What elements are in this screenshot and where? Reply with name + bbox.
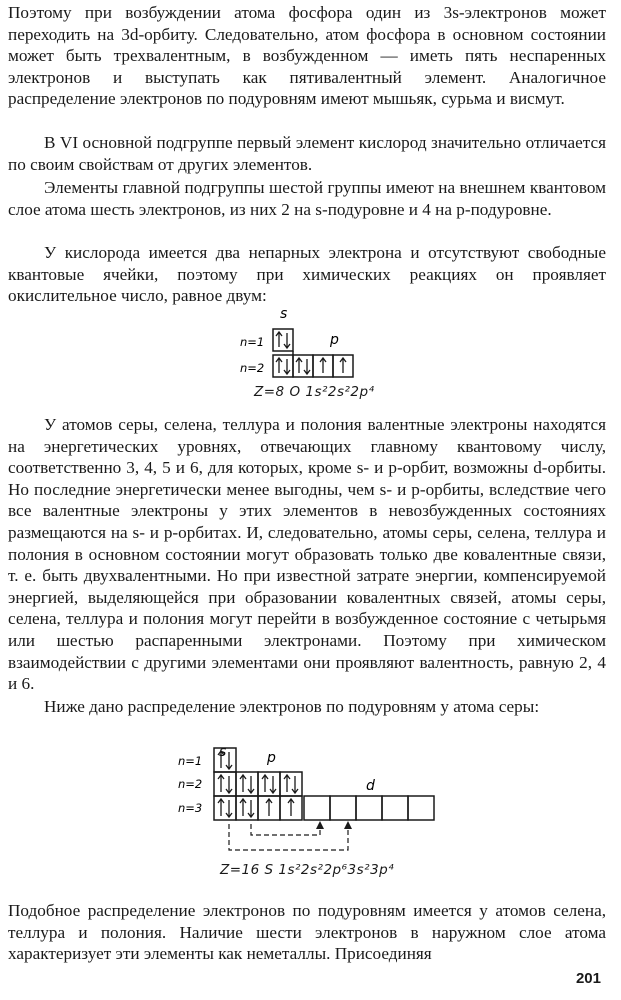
sulfur-cell-2p-1 (236, 772, 258, 796)
sulfur-p-label: p (267, 750, 276, 766)
oxygen-cell-2p-1 (293, 355, 313, 377)
paragraph-sixth-group: Элементы главной подгруппы шестой группы имеют на внешнем квантовом слое атома шесть электронов, из них 2 на s-подуровне и 4 на p-подуровне. (8, 178, 606, 219)
sulfur-n1-label: n=1 (178, 754, 203, 768)
sulfur-cell-3s (214, 796, 236, 820)
sulfur-cell-3d-1 (304, 796, 330, 820)
oxygen-s-label: s (280, 306, 288, 322)
excitation-arrowhead-inner (316, 821, 324, 829)
sulfur-cell-3d-4 (382, 796, 408, 820)
paragraph-oxygen-intro: В VI основной подгруппе первый элемент кислород значительно отличается по своим свойствам от других элементов. (8, 133, 606, 174)
excitation-paths (229, 824, 348, 850)
sulfur-configuration-caption: Z=16 S 1s²2s²2p⁶3s²3p⁴ (220, 862, 395, 878)
paragraph-selenium: Подобное распределение электронов по подуровням имеется у атомов селена, теллура и полония. Наличие шести электронов в наружном слое атома характеризует эти элементы как неметаллы. Присоединяя (8, 901, 606, 964)
oxygen-configuration-caption: Z=8 O 1s²2s²2p⁴ (254, 384, 375, 400)
sulfur-cell-3d-3 (356, 796, 382, 820)
sulfur-cell-3p-1 (236, 796, 258, 820)
paragraph-oxygen-valence: У кислорода имеется два непарных электрона и отсутствуют свободные квантовые ячейки, поэтому при химических реакциях он проявляет окислительное число, равное двум: (8, 243, 606, 306)
oxygen-cell-1s (273, 329, 293, 351)
sulfur-cell-2s (214, 772, 236, 796)
page-number: 201 (575, 970, 601, 987)
oxygen-p-label: p (330, 332, 339, 348)
excitation-arrowhead-outer (344, 821, 352, 829)
sulfur-cell-2p-3 (280, 772, 302, 796)
sulfur-cell-3d-5 (408, 796, 434, 820)
oxygen-cell-2s (273, 355, 293, 377)
sulfur-n2-label: n=2 (178, 777, 203, 791)
paragraph-phosphorus: Поэтому при возбуждении атома фосфора один из 3s-электронов может переходить на 3d-орбиту. Следовательно, атом фосфора в основном состоянии может быть трехвалентным, в возбужденном — иметь пять неспаренных электронов и выступать как пятивалентный элемент. Аналогичное распределение электронов по подуровням имеют мышьяк, сурьма и висмут. (8, 3, 606, 109)
sulfur-s-label: s (219, 744, 227, 760)
sulfur-cell-3d-2 (330, 796, 356, 820)
sulfur-cell-2p-2 (258, 772, 280, 796)
excitation-path-outer (229, 824, 348, 850)
sulfur-n3-label: n=3 (178, 801, 203, 815)
paragraph-sulfur-intro: Ниже дано распределение электронов по подуровням у атома серы: (44, 697, 540, 716)
oxygen-n2-label: n=2 (240, 361, 265, 375)
excitation-path-inner (251, 824, 320, 835)
oxygen-n1-label: n=1 (240, 335, 265, 349)
paragraph-sulfur-group: У атомов серы, селена, теллура и полония валентные электроны находятся на энергетических уровнях, отвечающих главному квантовому числу, соответственно 3, 4, 5 и 6, для которых, кроме s- и p-орбит, возможны d-орбиты. Но последние энергетически менее выгодны, чем s- и p-орбиты, вследствие чего все валентные электроны у этих элементов в невозбужденных состояниях размещаются на s- и p-орбитах. И, следовательно, атомы серы, селена, теллура и полония в основном состоянии могут образовать только две ковалентные связи, т. е. быть двухвалентными. Но при известной затрате энергии, компенсируемой энергией, выделяющейся при образовании ковалентных связей, атомы серы, селена, теллура и полония могут перейти в возбужденное состояние с четырьмя или шестью распаренными электронами. Поэтому при химическом взаимодействии с другими элементами они проявляют валентность, равную 2, 4 и 6. (8, 415, 606, 694)
sulfur-orbital-diagram (170, 740, 450, 890)
oxygen-orbital-diagram (228, 300, 398, 408)
sulfur-d-label: d (366, 778, 375, 794)
